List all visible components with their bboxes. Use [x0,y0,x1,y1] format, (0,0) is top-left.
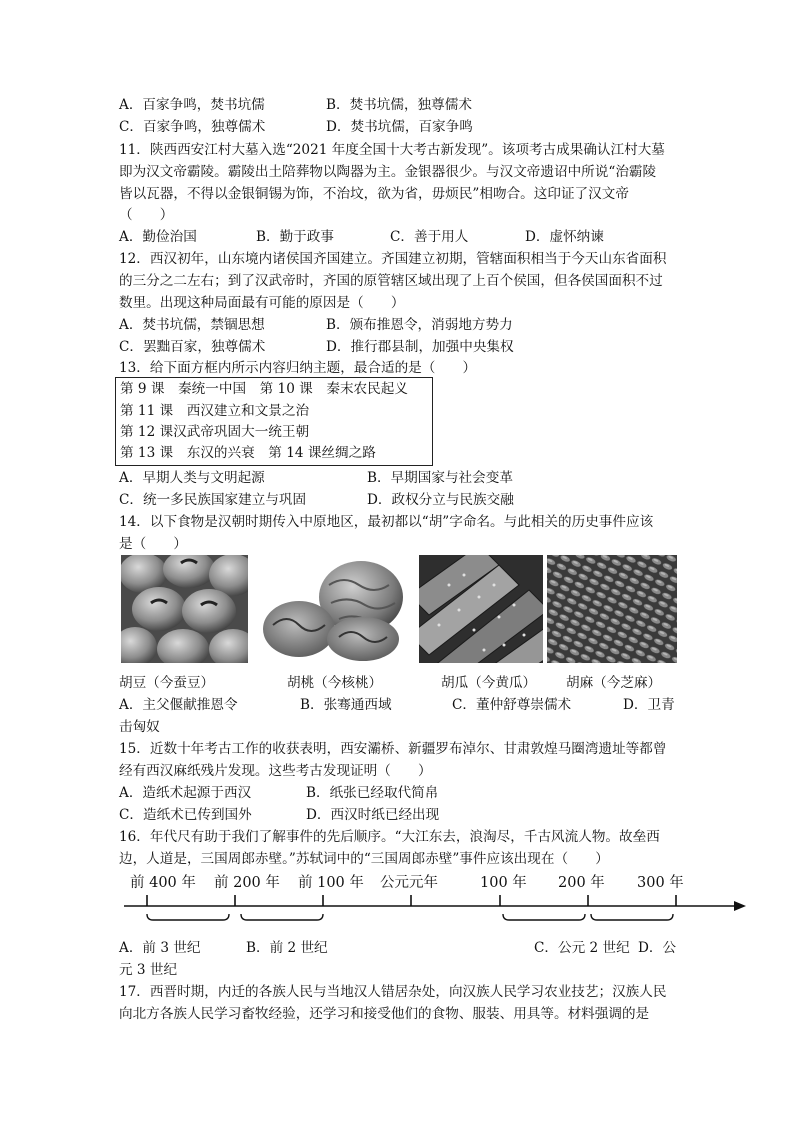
q10-option-a: A．百家争鸣，焚书坑儒 [119,97,265,113]
q14-stem-line: 是（ ） [119,536,187,552]
q11-stem-line: 皆以瓦器，不得以金银铜锡为饰，不治坟，欲为省，毋烦民”相吻合。这印证了汉文帝 [119,186,629,202]
q14-option-b: B．张骞通西域 [300,697,392,713]
q17-stem-line: 17．西晋时期，内迁的各族人民与当地汉人错居杂处，向汉族人民学习农业技艺；汉族人民 [119,984,667,1000]
q12-option-c: C．罢黜百家，独尊儒术 [119,339,266,355]
q10-option-b: B．焚书坑儒，独尊儒术 [326,97,472,113]
q14-option-a: A．主父偃献推恩令 [119,697,238,713]
q11-option-b: B．勤于政事 [256,229,334,245]
q16-option-a: A．前 3 世纪 [119,940,201,956]
timeline-label: 公元元年 [380,875,438,891]
q16-option-d: D．公 [638,940,677,956]
q13-stem: 13．给下面方框内所示内容归纳主题，最合适的是（ ） [119,360,477,376]
q12-option-d: D．推行郡县制，加强中央集权 [326,339,514,355]
photo-caption-cucumber: 胡瓜（今黄瓜） [441,675,537,691]
q10-option-c: C．百家争鸣，独尊儒术 [119,119,266,135]
q12-stem-line: 12．西汉初年，山东境内诸侯国齐国建立。齐国建立初期，管辖面积相当于今天山东省面积 [119,251,667,267]
timeline-label: 前 200 年 [214,875,280,891]
q14-option-d: D．卫青 [623,697,675,713]
q13-option-a: A．早期人类与文明起源 [119,470,265,486]
walnut-photo [259,555,411,663]
timeline-label: 100 年 [480,875,527,891]
sesame-photo [547,555,677,663]
q16-stem-line: 边，人道是，三国周郎赤壁。”苏轼词中的“三国周郎赤壁”事件应该出现在（ ） [119,851,609,867]
q11-stem-line: 11．陕西西安江村大墓入选“2021 年度全国十大考古新发现”。该项考古成果确认江村大墓 [119,142,665,158]
q12-stem-line: 的三分之二左右；到了汉武帝时，齐国的原管辖区域出现了上百个侯国，但各侯国面积不过 [119,273,663,289]
timeline-arrow [734,901,746,911]
q13-box-line: 第 9 课 秦统一中国 第 10 课 秦末农民起义 [120,381,408,397]
photo-caption-sesame: 胡麻（今芝麻） [566,675,662,691]
q16-option-d-continued: 元 3 世纪 [119,962,178,978]
q13-option-b: B．早期国家与社会变革 [367,470,513,486]
q16-option-c: C．公元 2 世纪 [534,940,630,956]
q13-box-line: 第 12 课汉武帝巩固大一统王朝 [120,424,310,440]
q11-option-a: A．勤俭治国 [119,229,197,245]
q13-content-box [115,377,433,466]
q14-stem-line: 14．以下食物是汉朝时期传入中原地区，最初都以“胡”字命名。与此相关的历史事件应该 [119,514,654,530]
photo-caption-broad-bean: 胡豆（今蚕豆） [119,675,215,691]
timeline-label: 300 年 [637,875,684,891]
q11-option-d: D．虚怀纳谏 [525,229,604,245]
q11-option-c: C．善于用人 [390,229,469,245]
q15-option-a: A．造纸术起源于西汉 [119,785,252,801]
q10-option-d: D．焚书坑儒，百家争鸣 [326,119,473,135]
timeline-label: 前 400 年 [130,875,196,891]
q15-option-b: B．纸张已经取代简帛 [306,785,439,801]
cucumber-photo [419,555,543,663]
q13-option-c: C．统一多民族国家建立与巩固 [119,492,307,508]
q15-stem-line: 15．近数十年考古工作的收获表明，西安灞桥、新疆罗布淖尔、甘肃敦煌马圈湾遗址等都曾 [119,741,667,757]
q14-option-d-continued: 击匈奴 [119,719,160,735]
timeline-ruler [118,870,748,934]
q12-option-b: B．颁布推恩令，消弱地方势力 [326,317,513,333]
broad-bean-photo [121,555,248,663]
timeline-ticks [147,895,676,906]
timeline-label: 200 年 [558,875,605,891]
q15-option-d: D．西汉时纸已经出现 [306,807,440,823]
q13-option-d: D．政权分立与民族交融 [367,492,514,508]
q11-stem-line: 即为汉文帝霸陵。霸陵出土陪葬物以陶器为主。金银器很少。与汉文帝遗诏中所说“治霸陵 [119,164,657,180]
timeline-label: 前 100 年 [298,875,364,891]
q15-option-c: C．造纸术已传到国外 [119,807,252,823]
q12-option-a: A．焚书坑儒，禁锢思想 [119,317,265,333]
timeline-braces [147,914,673,920]
q13-box-line: 第 11 课 西汉建立和文景之治 [120,403,310,419]
q13-box-line: 第 13 课 东汉的兴衰 第 14 课丝绸之路 [120,445,376,461]
q15-stem-line: 经有西汉麻纸残片发现。这些考古发现证明（ ） [119,763,432,779]
q16-option-b: B．前 2 世纪 [246,940,328,956]
q14-option-c: C．董仲舒尊崇儒术 [452,697,572,713]
photo-caption-walnut: 胡桃（今核桃） [287,675,383,691]
q12-stem-line: 数里。出现这种局面最有可能的原因是（ ） [119,295,405,311]
q16-stem-line: 16．年代尺有助于我们了解事件的先后顺序。“大江东去，浪淘尽，千古风流人物。故垒西 [119,829,660,845]
q11-answer-blank: （ ） [119,207,174,223]
q17-stem-line: 向北方各族人民学习畜牧经验，还学习和接受他们的食物、服装、用具等。材料强调的是 [119,1006,650,1022]
